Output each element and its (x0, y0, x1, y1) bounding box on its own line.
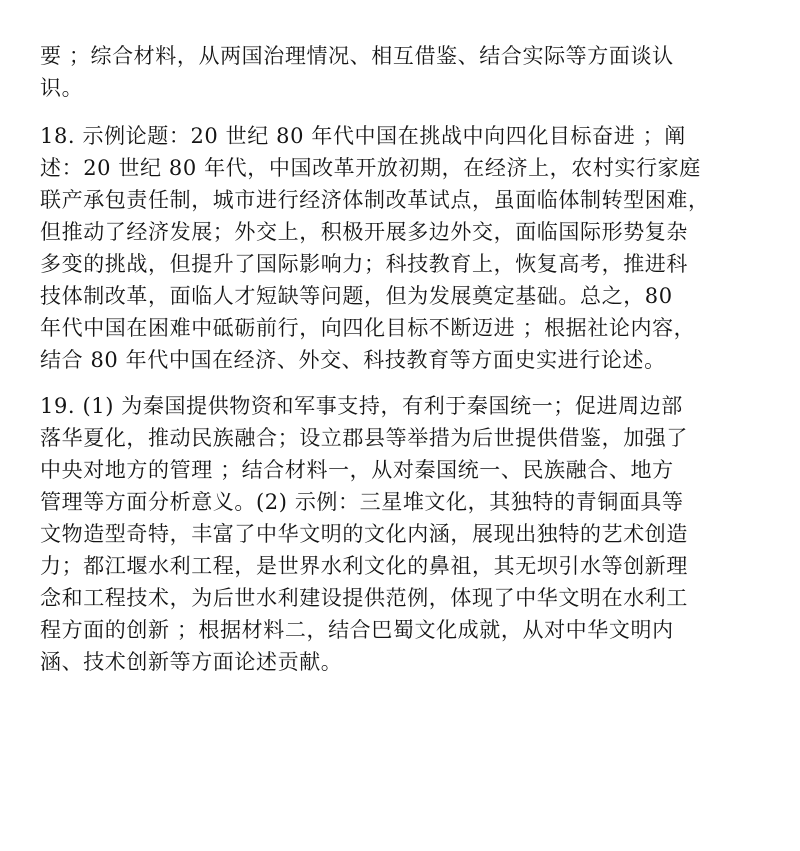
text-line: 管理等方面分析意义。(2) 示例：三星堆文化，其独特的青铜面具等 (40, 490, 684, 514)
text-line: 要 ；综合材料，从两国治理情况、相互借鉴、结合实际等方面谈认 (40, 44, 674, 68)
text-line: 结合 80 年代中国在经济、外交、科技教育等方面史实进行论述。 (40, 348, 666, 372)
text-line: 19. (1) 为秦国提供物资和军事支持，有利于秦国统一；促进周边部 (40, 394, 683, 418)
text-line: 技体制改革，面临人才短缺等问题，但为发展奠定基础。总之，80 (40, 284, 673, 308)
text-line: 述：20 世纪 80 年代，中国改革开放初期，在经济上，农村实行家庭 (40, 156, 701, 180)
answer-19 (40, 390, 790, 678)
text-line: 涵、技术创新等方面论述贡献。 (40, 650, 343, 674)
text-line: 但推动了经济发展；外交上，积极开展多边外交，面临国际形势复杂 (40, 220, 688, 244)
text-line: 识。 (40, 76, 84, 100)
text-line: 程方面的创新 ；根据材料二，结合巴蜀文化成就，从对中华文明内 (40, 618, 674, 642)
text-line: 落华夏化，推动民族融合；设立郡县等举措为后世提供借鉴，加强了 (40, 426, 688, 450)
text-line: 联产承包责任制，城市进行经济体制改革试点，虽面临体制转型困难， (40, 188, 710, 212)
text-line: 18. 示例论题：20 世纪 80 年代中国在挑战中向四化目标奋进 ；阐 (40, 124, 686, 148)
paragraph-continuation (40, 40, 790, 104)
answer-18 (40, 120, 790, 376)
text-line: 文物造型奇特，丰富了中华文明的文化内涵，展现出独特的艺术创造 (40, 522, 688, 546)
text-line: 念和工程技术，为后世水利建设提供范例，体现了中华文明在水利工 (40, 586, 688, 610)
text-line: 多变的挑战，但提升了国际影响力；科技教育上，恢复高考，推进科 (40, 252, 688, 276)
text-line: 力；都江堰水利工程，是世界水利文化的鼻祖，其无坝引水等创新理 (40, 554, 688, 578)
text-line: 年代中国在困难中砥砺前行，向四化目标不断迈进 ；根据社论内容， (40, 316, 696, 340)
text-line: 中央对地方的管理 ；结合材料一，从对秦国统一、民族融合、地方 (40, 458, 674, 482)
